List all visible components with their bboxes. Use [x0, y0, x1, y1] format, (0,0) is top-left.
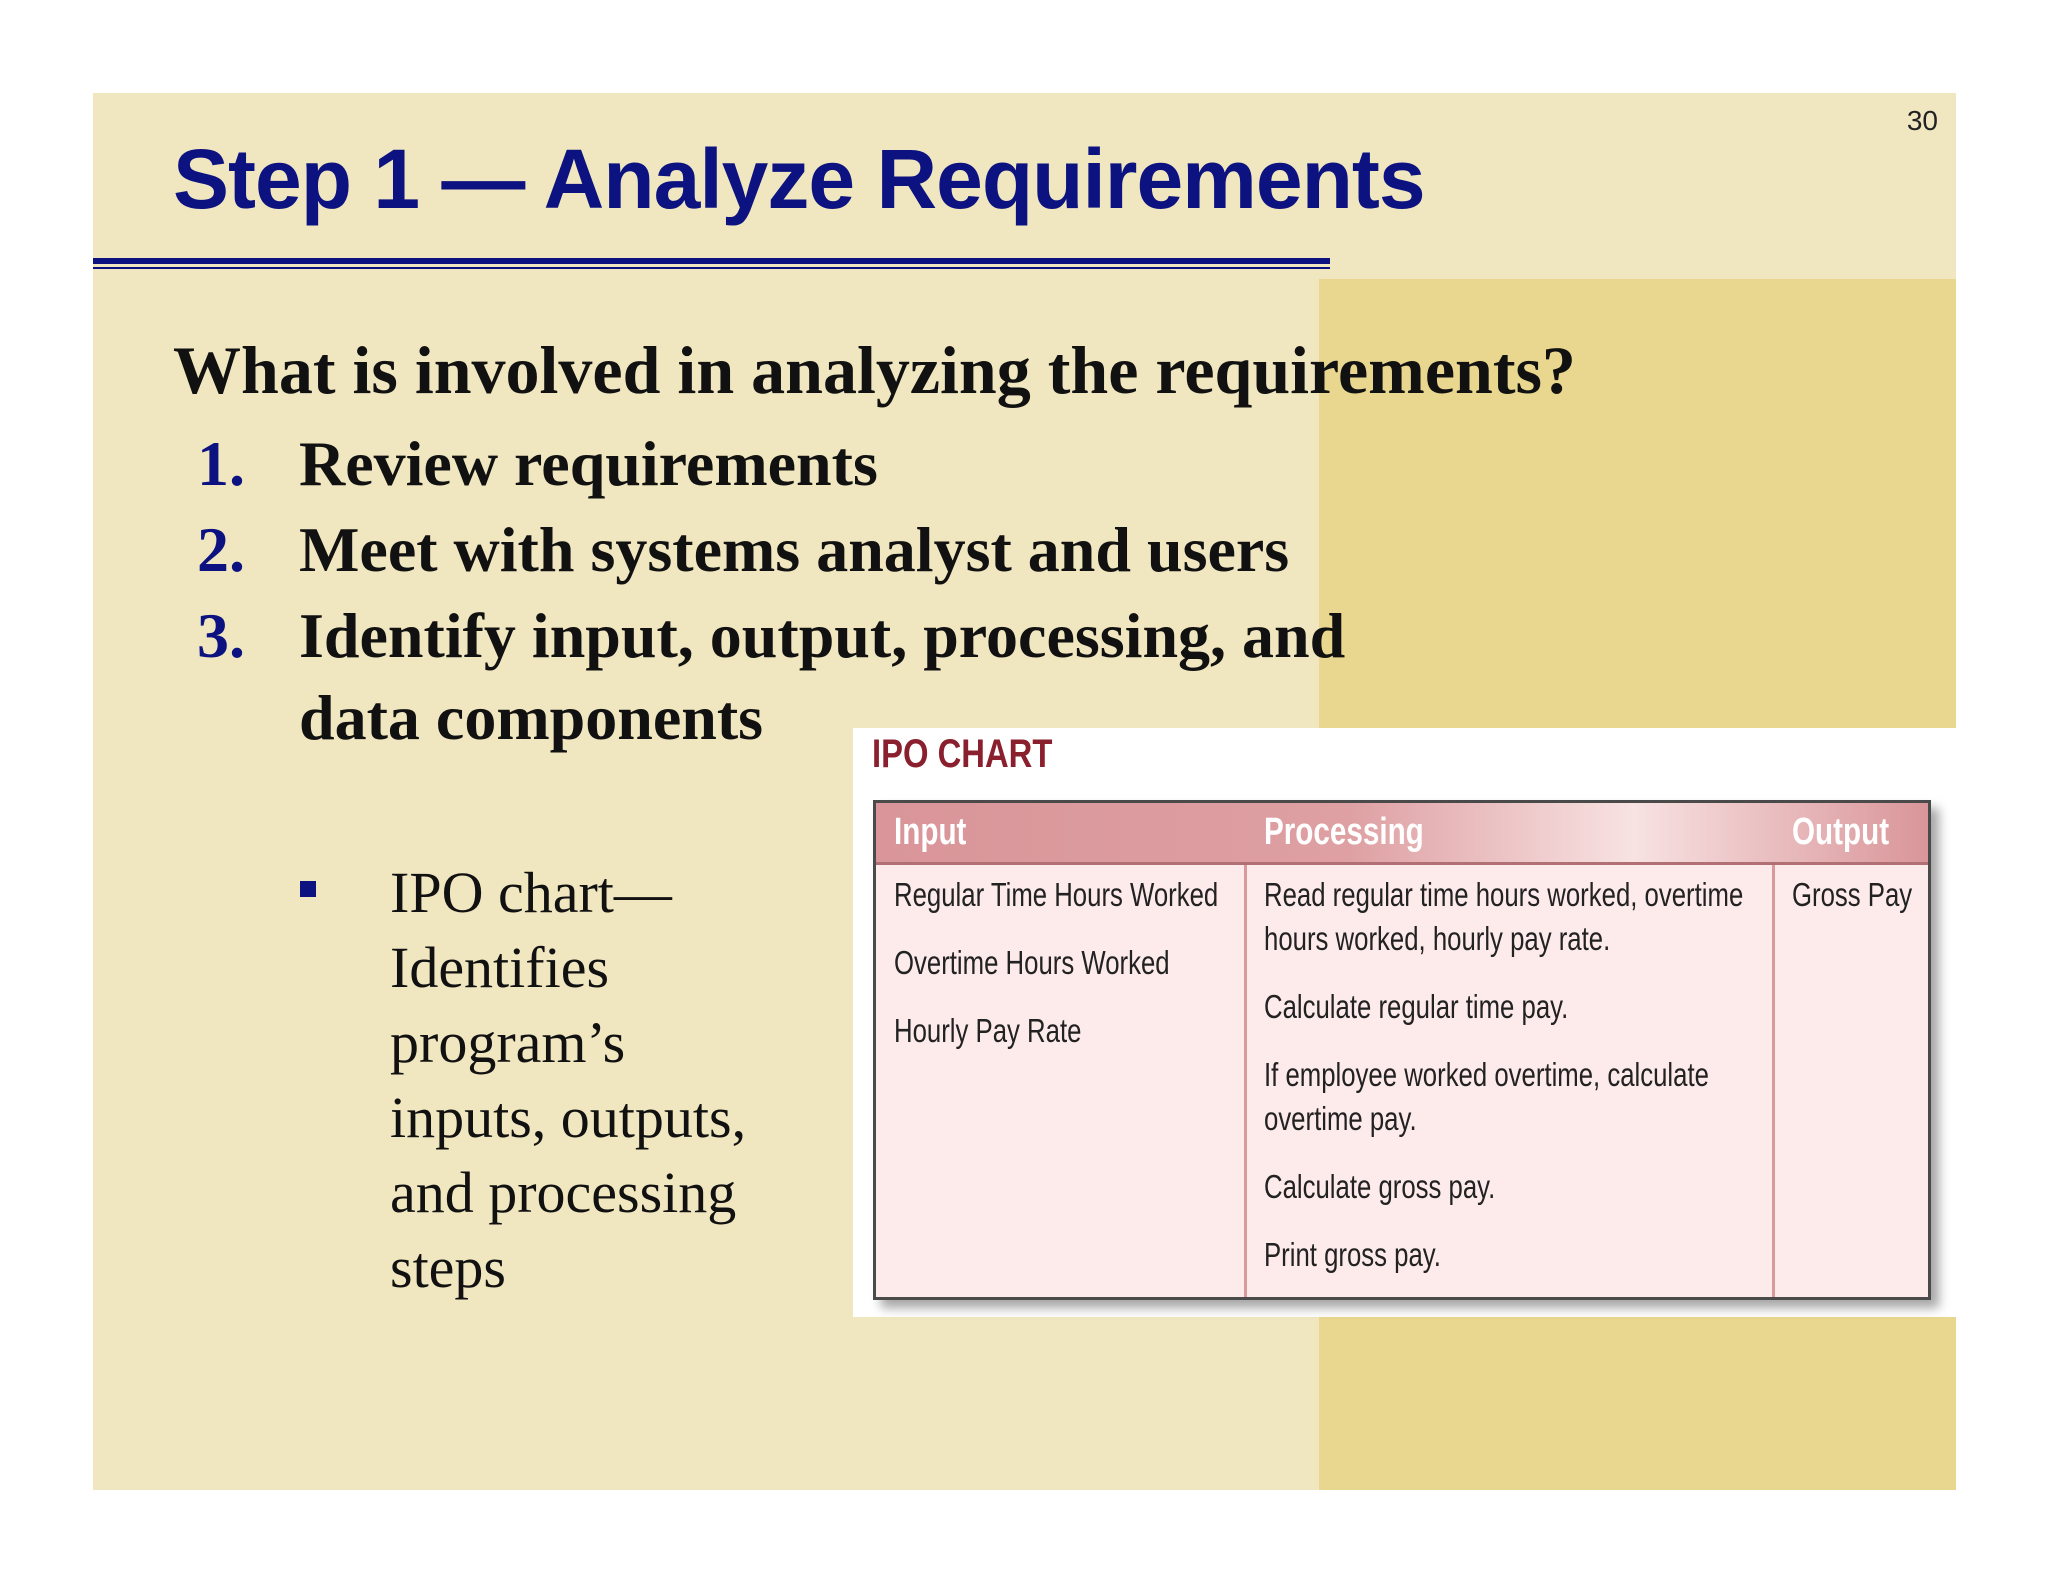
square-bullet-icon: [300, 881, 316, 897]
ipo-processing-step: Read regular time hours worked, overtime hours worked, hourly pay rate.: [1264, 876, 1744, 957]
step-number: 1.: [197, 428, 245, 499]
ipo-processing-cell: [1264, 873, 1764, 1301]
page-number: 30: [1906, 105, 1938, 136]
step-text: Review requirements: [299, 428, 878, 499]
steps-list: [173, 423, 1673, 763]
ipo-header-processing: Processing: [1264, 811, 1424, 853]
ipo-table: [873, 800, 1931, 1300]
ipo-column-divider: [1772, 865, 1775, 1297]
question-heading: What is involved in analyzing the requirements?: [173, 332, 1576, 408]
step-item: [173, 423, 1673, 505]
slide: [93, 93, 1956, 1490]
sub-bullet: [300, 855, 760, 1305]
ipo-column-divider: [1244, 865, 1247, 1297]
step-number: 3.: [197, 600, 245, 671]
ipo-processing-step: Print gross pay.: [1264, 1236, 1441, 1273]
ipo-processing-step: If employee worked overtime, calculate overtime pay.: [1264, 1056, 1709, 1137]
slide-title: Step 1 — Analyze Requirements: [173, 132, 1425, 226]
step-text: Identify input, output, processing, and data components: [299, 600, 1346, 753]
ipo-chart-title: IPO CHART: [872, 732, 1053, 776]
ipo-output-cell: [1792, 873, 1932, 941]
sub-bullet-text: IPO chart—Identifies program’s inputs, outputs, and processing steps: [390, 860, 747, 1300]
ipo-header-input: Input: [894, 811, 967, 853]
ipo-chart-figure: [853, 728, 1956, 1317]
title-underline: [93, 258, 1330, 264]
ipo-processing-step: Calculate gross pay.: [1264, 1168, 1496, 1205]
step-item: [173, 509, 1673, 591]
ipo-header-row: [876, 803, 1928, 865]
ipo-header-output: Output: [1792, 811, 1890, 853]
ipo-input-cell: [894, 873, 1234, 1077]
step-number: 2.: [197, 514, 245, 585]
ipo-processing-step: Calculate regular time pay.: [1264, 988, 1569, 1025]
ipo-input-item: Overtime Hours Worked: [894, 944, 1170, 981]
ipo-input-item: Regular Time Hours Worked: [894, 876, 1219, 913]
step-text: Meet with systems analyst and users: [299, 514, 1290, 585]
title-underline-thin: [93, 267, 1330, 269]
ipo-output-item: Gross Pay: [1792, 876, 1913, 913]
ipo-input-item: Hourly Pay Rate: [894, 1012, 1082, 1049]
